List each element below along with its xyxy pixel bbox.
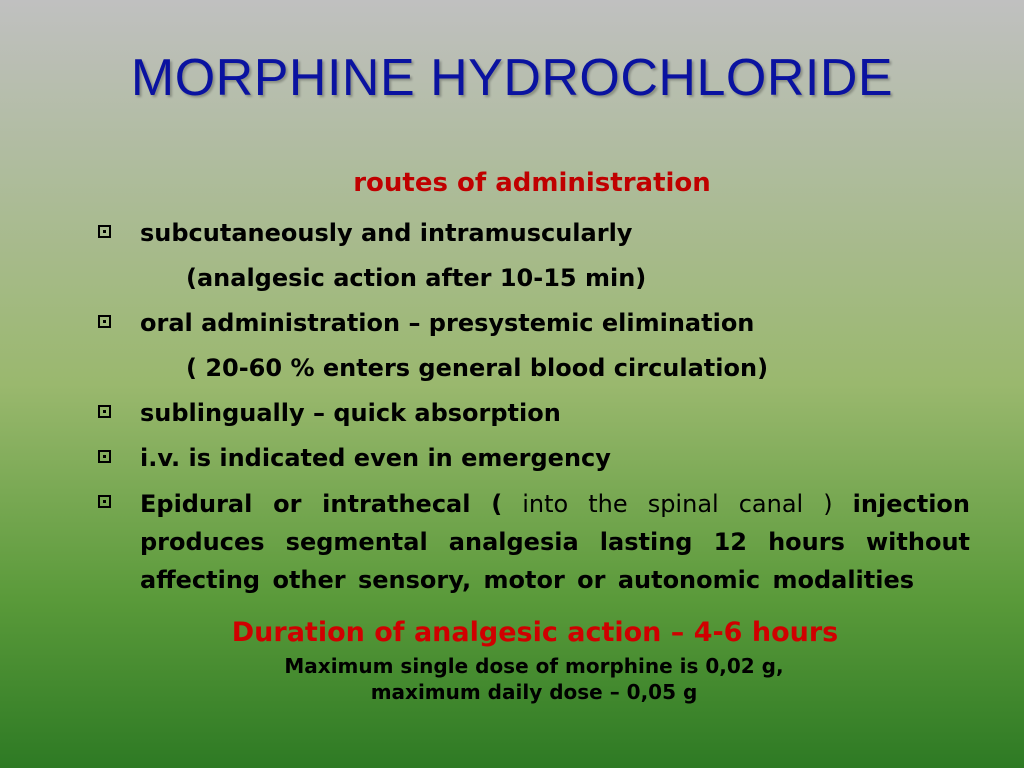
list-item-text: injection produces segmental analgesia lasting 12 hours without affecting other sensory, motor or autonomic modalities (140, 490, 970, 594)
list-item-text: i.v. is indicated even in emergency (140, 444, 611, 472)
list-item-note (98, 256, 970, 301)
square-bullet-icon (98, 405, 111, 418)
square-bullet-icon (98, 315, 111, 328)
list-item-text: subcutaneously and intramuscularly (140, 219, 633, 247)
list-item (98, 481, 970, 599)
square-bullet-icon (98, 495, 111, 508)
list-item (98, 301, 970, 346)
square-bullet-icon (98, 450, 111, 463)
list-item-text-light: into the spinal canal ) (502, 490, 853, 518)
list-item-text: (analgesic action after 10-15 min) (186, 264, 647, 292)
list-item-text: ( 20-60 % enters general blood circulation) (186, 354, 769, 382)
dose-note-single: Maximum single dose of morphine is 0,02 g, (284, 654, 784, 678)
list-item-text: sublingually – quick absorption (140, 399, 561, 427)
list-item (98, 211, 970, 256)
duration-note: Duration of analgesic action – 4-6 hours (231, 617, 839, 648)
square-bullet-icon (98, 225, 111, 238)
bullet-list (98, 211, 970, 599)
list-item (98, 391, 970, 436)
slide-subtitle: routes of administration (353, 168, 711, 198)
list-item (98, 436, 970, 481)
slide-title: MORPHINE HYDROCHLORIDE (130, 49, 894, 107)
dose-note-daily: maximum daily dose – 0,05 g (370, 680, 698, 704)
list-item-text: oral administration – presystemic elimination (140, 309, 755, 337)
list-item-text: Epidural or intrathecal ( (140, 490, 503, 518)
list-item-note (98, 346, 970, 391)
